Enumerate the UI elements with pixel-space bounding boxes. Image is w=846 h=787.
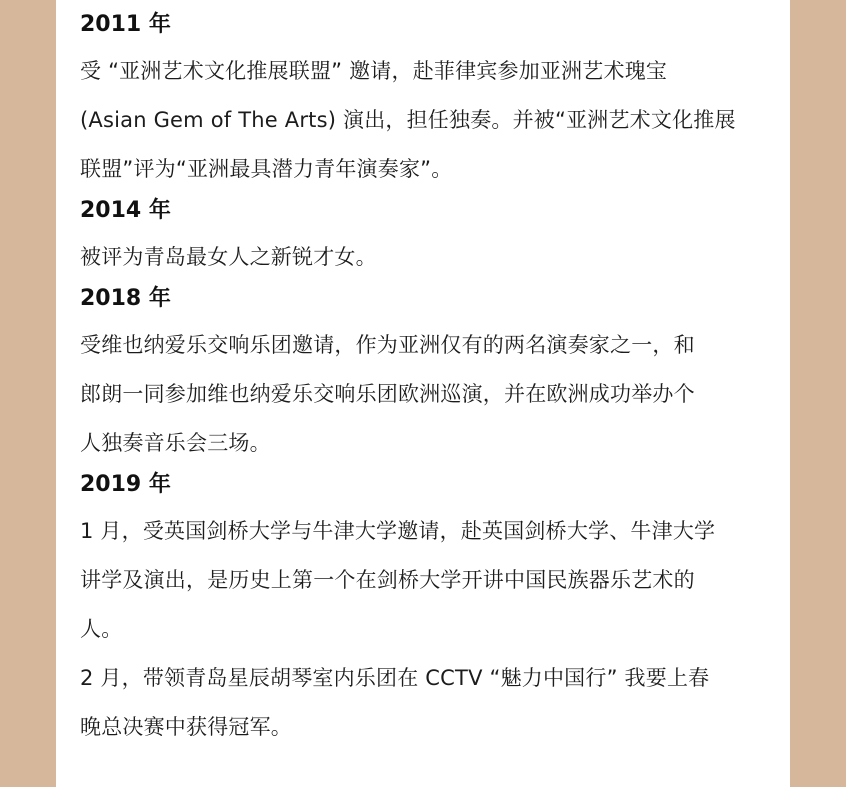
text-line: 郎朗一同参加维也纳爱乐交响乐团欧洲巡演，并在欧洲成功举办个 xyxy=(80,382,695,406)
timeline xyxy=(80,8,770,752)
text-line: (Asian Gem of The Arts) 演出，担任独奏。并被“亚洲艺术文化推展 xyxy=(80,108,736,132)
year-heading: 2014 年 xyxy=(80,198,171,223)
timeline-entry-2018 xyxy=(80,282,770,468)
paragraph xyxy=(80,507,770,654)
timeline-entry-2014 xyxy=(80,194,770,282)
paragraph xyxy=(80,321,770,468)
text-line: 人。 xyxy=(80,617,123,641)
text-line: 受维也纳爱乐交响乐团邀请，作为亚洲仅有的两名演奏家之一，和 xyxy=(80,333,695,357)
text-line: 讲学及演出，是历史上第一个在剑桥大学开讲中国民族器乐艺术的 xyxy=(80,568,695,592)
content-panel xyxy=(56,0,790,787)
text-line: 晚总决赛中获得冠军。 xyxy=(80,715,292,739)
text-line: 被评为青岛最女人之新锐才女。 xyxy=(80,245,377,269)
text-line: 人独奏音乐会三场。 xyxy=(80,431,271,455)
year-heading: 2018 年 xyxy=(80,286,171,311)
text-line: 联盟”评为“亚洲最具潜力青年演奏家”。 xyxy=(80,157,453,181)
paragraph xyxy=(80,233,770,282)
paragraph xyxy=(80,47,770,194)
text-line: 1 月，受英国剑桥大学与牛津大学邀请，赴英国剑桥大学、牛津大学 xyxy=(80,519,716,543)
paragraph xyxy=(80,654,770,752)
year-heading: 2019 年 xyxy=(80,472,171,497)
timeline-entry-2011 xyxy=(80,8,770,194)
text-line: 受 “亚洲艺术文化推展联盟” 邀请，赴菲律宾参加亚洲艺术瑰宝 xyxy=(80,59,668,83)
year-heading: 2011 年 xyxy=(80,12,171,37)
timeline-entry-2019 xyxy=(80,468,770,752)
text-line: 2 月，带领青岛星辰胡琴室内乐团在 CCTV “魅力中国行” 我要上春 xyxy=(80,666,710,690)
